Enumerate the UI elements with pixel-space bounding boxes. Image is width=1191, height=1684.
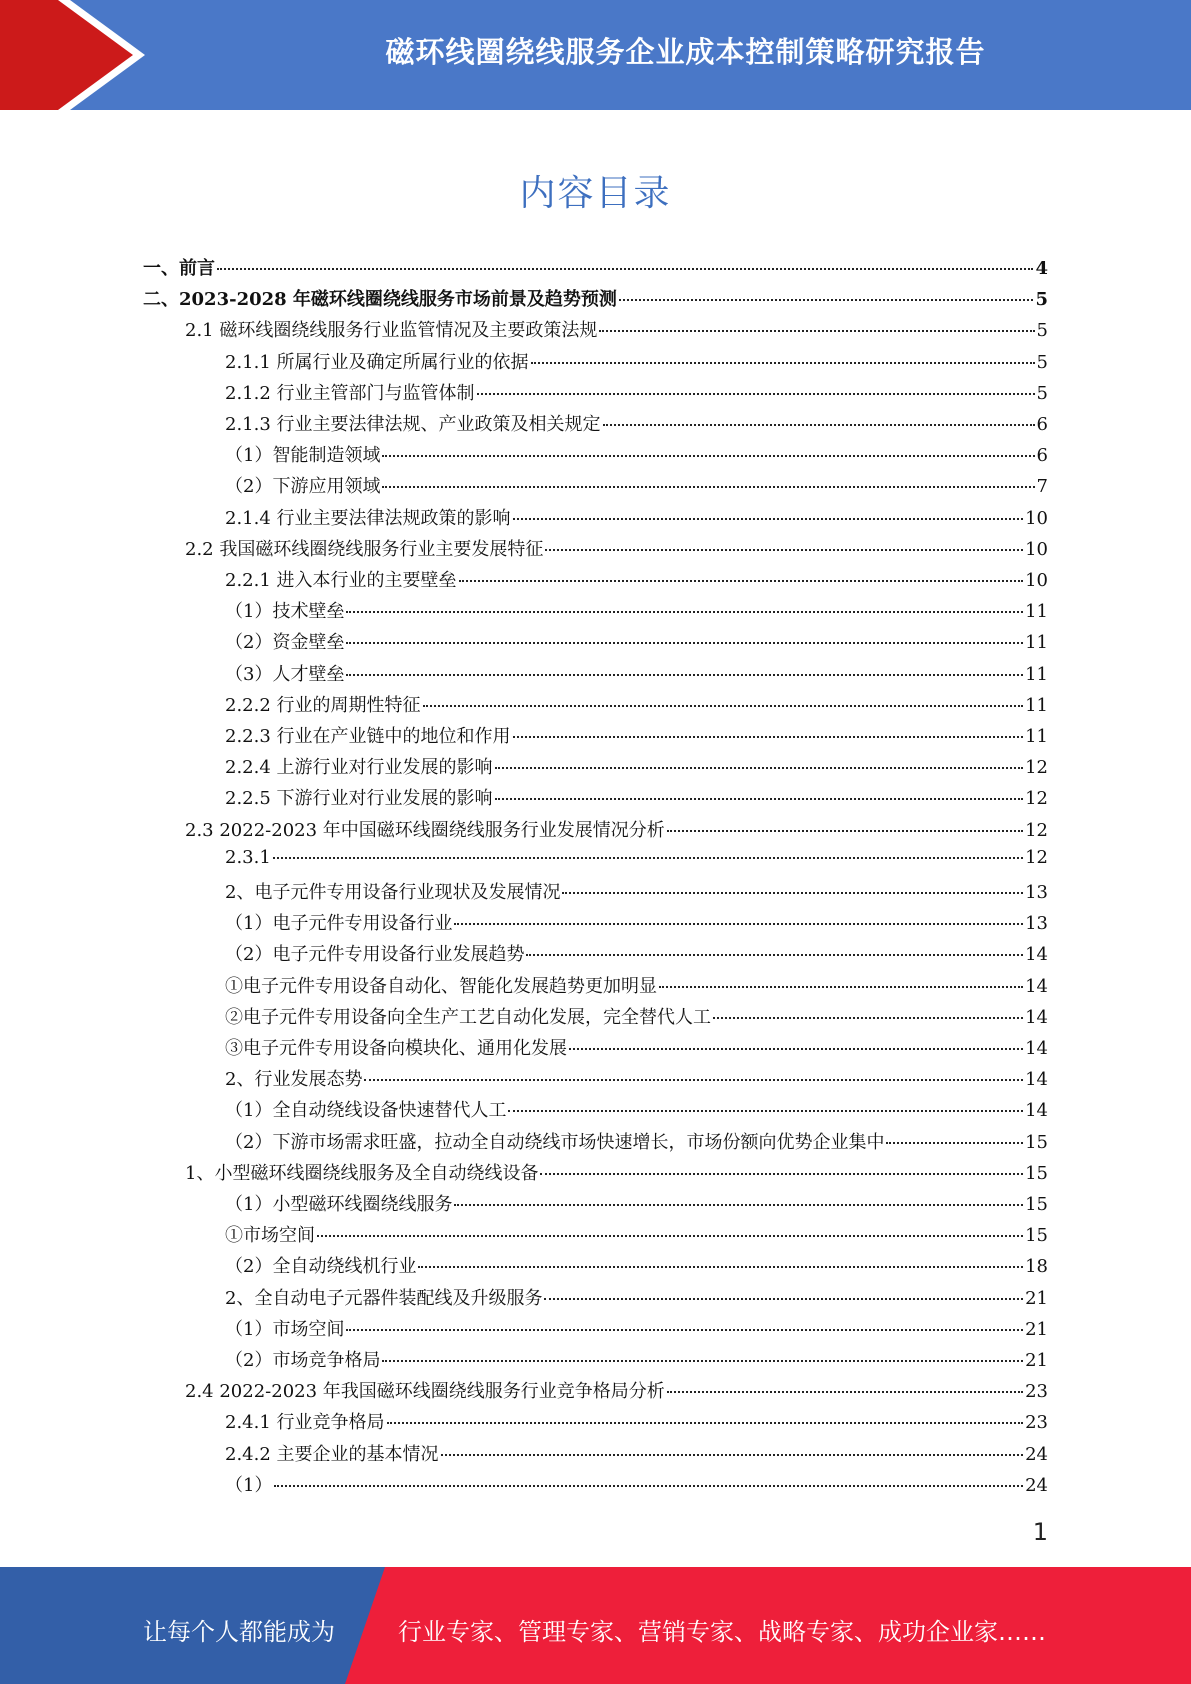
- toc-entry-label: （1）智能制造领域: [225, 445, 381, 467]
- toc-entry-page: 14: [1025, 975, 1048, 997]
- toc-dot-leader: [495, 767, 1024, 769]
- toc-entry-label: 2.2.4 上游行业对行业发展的影响: [225, 757, 493, 779]
- toc-entry-label: 2.1.2 行业主管部门与监管体制: [225, 382, 475, 404]
- toc-entry-page: 21: [1025, 1318, 1048, 1340]
- toc-entry-label: 2.4.1 行业竞争格局: [225, 1412, 385, 1434]
- toc-dot-leader: [364, 1079, 1023, 1081]
- toc-entry-label: ③电子元件专用设备向模块化、通用化发展: [225, 1038, 567, 1059]
- toc-dot-leader: [667, 830, 1023, 832]
- toc-entry-page: 4: [1035, 258, 1048, 279]
- toc-entry-label: （2）资金壁垒: [225, 632, 345, 654]
- page-number: 1: [1032, 1518, 1048, 1546]
- toc-entry-label: 2.1 磁环线圈绕线服务行业监管情况及主要政策法规: [185, 320, 598, 342]
- toc-entry-page: 5: [1036, 382, 1048, 404]
- toc-dot-leader: [317, 1235, 1023, 1237]
- toc-entry-page: 10: [1025, 507, 1048, 529]
- toc-dot-leader: [441, 1454, 1024, 1456]
- toc-entry-page: 14: [1025, 944, 1048, 966]
- toc-dot-leader: [346, 1329, 1023, 1331]
- toc-entry-page: 15: [1025, 1225, 1048, 1247]
- toc-dot-leader: [544, 1298, 1023, 1300]
- toc-entry-page: 6: [1036, 414, 1048, 435]
- toc-dot-leader: [667, 1391, 1023, 1393]
- toc-entry-page: 10: [1025, 570, 1048, 591]
- toc-entry-label: 2.2.3 行业在产业链中的地位和作用: [225, 726, 511, 747]
- toc-entry-page: 5: [1036, 351, 1048, 373]
- toc-dot-leader: [599, 330, 1034, 332]
- toc-dot-leader: [382, 486, 1034, 488]
- header-arrow-red-shape: [0, 0, 133, 110]
- toc-dot-leader: [526, 954, 1023, 956]
- toc-dot-leader: [477, 393, 1035, 395]
- toc-dot-leader: [459, 580, 1024, 582]
- toc-dot-leader: [603, 424, 1035, 426]
- toc-dot-leader: [508, 1110, 1023, 1112]
- toc-dot-leader: [382, 1360, 1023, 1362]
- toc-entry[interactable]: [143, 285, 1048, 316]
- toc-entry[interactable]: [225, 379, 1048, 410]
- toc-entry-label: ①电子元件专用设备自动化、智能化发展趋势更加明显: [225, 975, 657, 997]
- toc-entry-page: 14: [1025, 1100, 1048, 1122]
- toc-entry-label: 一、前言: [143, 258, 215, 279]
- toc-entry-page: 5: [1036, 320, 1048, 342]
- toc-entry-page: 21: [1025, 1287, 1048, 1309]
- toc-entry[interactable]: [143, 254, 1048, 285]
- toc-entry-label: 2.2.5 下游行业对行业发展的影响: [225, 788, 493, 810]
- toc-entry-label: （2）市场竞争格局: [225, 1350, 381, 1371]
- toc-entry[interactable]: [225, 1065, 1048, 1096]
- toc-entry-page: 14: [1025, 1006, 1048, 1028]
- toc-entry[interactable]: [225, 878, 1048, 909]
- toc-entry[interactable]: [225, 1284, 1048, 1315]
- toc-entry-label: ②电子元件专用设备向全生产工艺自动化发展，完全替代人工: [225, 1006, 711, 1028]
- toc-entry-label: 2.1.1 所属行业及确定所属行业的依据: [225, 351, 529, 373]
- toc-entry-label: （2）下游应用领域: [225, 476, 381, 498]
- toc-entry-page: 24: [1025, 1443, 1048, 1465]
- toc-entry[interactable]: [225, 1003, 1048, 1034]
- toc-dot-leader: [274, 1485, 1023, 1487]
- toc-dot-leader: [659, 986, 1023, 988]
- toc-entry[interactable]: [185, 316, 1048, 347]
- toc-entry-page: 23: [1025, 1381, 1048, 1403]
- toc-entry-page: 23: [1025, 1412, 1048, 1434]
- toc-entry-label: （1）技术壁垒: [225, 601, 345, 623]
- toc-entry-label: 2.1.3 行业主要法律法规、产业政策及相关规定: [225, 414, 601, 435]
- toc-dot-leader: [562, 892, 1023, 894]
- toc-entry-label: （2）电子元件专用设备行业发展趋势: [225, 944, 525, 966]
- toc-entry-label: 2、电子元件专用设备行业现状及发展情况: [225, 882, 561, 903]
- toc-entry[interactable]: [225, 722, 1048, 753]
- toc-entry-label: （1）市场空间: [225, 1318, 345, 1340]
- toc-dot-leader: [513, 518, 1024, 520]
- toc-entry[interactable]: [185, 816, 1048, 847]
- toc-entry-label: （3）人才壁垒: [225, 663, 345, 685]
- toc-entry[interactable]: [225, 1408, 1048, 1439]
- toc-entry[interactable]: [225, 1346, 1048, 1377]
- toc-entry[interactable]: [185, 1159, 1048, 1190]
- toc-entry-label: （1）: [225, 1474, 273, 1496]
- toc-entry[interactable]: [225, 940, 1048, 971]
- toc-dot-leader: [569, 1048, 1023, 1050]
- header-arrow-icon: [0, 0, 160, 110]
- toc-dot-leader: [346, 611, 1023, 613]
- toc-entry-label: 2、行业发展态势: [225, 1069, 363, 1091]
- toc-entry[interactable]: [225, 1096, 1048, 1127]
- toc-entry-label: 2.3 2022-2023 年中国磁环线圈绕线服务行业发展情况分析: [185, 819, 665, 841]
- toc-entry[interactable]: [225, 909, 1048, 940]
- toc-dot-leader: [713, 1017, 1023, 1019]
- toc-entry[interactable]: [225, 1315, 1048, 1346]
- toc-dot-leader: [346, 642, 1023, 644]
- toc-entry-label: 2.4.2 主要企业的基本情况: [225, 1443, 439, 1465]
- toc-entry[interactable]: [225, 691, 1048, 722]
- toc-entry-page: 12: [1025, 819, 1048, 841]
- toc-entry-page: 6: [1036, 445, 1048, 467]
- toc-entry-page: 11: [1025, 601, 1048, 623]
- toc-dot-leader: [273, 857, 1023, 859]
- toc-entry-label: （1）小型磁环线圈绕线服务: [225, 1194, 453, 1215]
- toc-entry-label: 2.1.4 行业主要法律法规政策的影响: [225, 507, 511, 529]
- toc-entry[interactable]: [225, 1440, 1048, 1471]
- footer-tagline: 行业专家、管理专家、营销专家、战略专家、成功企业家……: [398, 1618, 1046, 1646]
- toc-entry-label: 2.2 我国磁环线圈绕线服务行业主要发展特征: [185, 538, 544, 560]
- toc-entry-page: 14: [1025, 1038, 1048, 1059]
- toc-entry-page: 11: [1025, 663, 1048, 685]
- toc-dot-leader: [418, 1266, 1023, 1268]
- toc-entry[interactable]: [225, 628, 1048, 659]
- footer-slogan: 让每个人都能成为: [143, 1618, 335, 1646]
- toc-entry-page: 12: [1025, 757, 1048, 779]
- report-title: 磁环线圈绕线服务企业成本控制策略研究报告: [385, 35, 986, 69]
- toc-entry[interactable]: [225, 566, 1048, 597]
- toc-entry[interactable]: [225, 1190, 1048, 1221]
- toc-heading: 内容目录: [519, 173, 672, 214]
- toc-entry[interactable]: [225, 660, 1048, 691]
- toc-dot-leader: [545, 549, 1023, 551]
- toc-dot-leader: [346, 674, 1023, 676]
- toc-entry-page: 7: [1036, 476, 1048, 498]
- toc-entry-label: 二、2023-2028 年磁环线圈绕线服务市场前景及趋势预测: [143, 289, 617, 311]
- toc-dot-leader: [495, 798, 1024, 800]
- toc-entry[interactable]: [225, 972, 1048, 1003]
- toc-entry-page: 15: [1025, 1131, 1048, 1153]
- toc-entry-label: ①市场空间: [225, 1225, 315, 1247]
- toc-dot-leader: [513, 736, 1024, 738]
- toc-entry-page: 13: [1025, 913, 1048, 935]
- toc-dot-leader: [217, 268, 1033, 270]
- toc-entry[interactable]: [225, 1128, 1048, 1159]
- toc-entry[interactable]: [185, 535, 1048, 566]
- toc-entry[interactable]: [225, 441, 1048, 472]
- toc-entry-page: 15: [1025, 1162, 1048, 1184]
- toc-entry-page: 12: [1025, 846, 1048, 868]
- toc-entry[interactable]: [225, 784, 1048, 815]
- toc-entry-label: 2.2.2 行业的周期性特征: [225, 694, 421, 716]
- toc-entry-label: （2）全自动绕线机行业: [225, 1256, 417, 1278]
- toc-dot-leader: [619, 299, 1034, 301]
- toc-entry[interactable]: [225, 847, 1048, 878]
- toc-entry-label: 2.4 2022-2023 年我国磁环线圈绕线服务行业竞争格局分析: [185, 1381, 665, 1403]
- toc-dot-leader: [423, 705, 1024, 707]
- toc-entry-label: 2.2.1 进入本行业的主要壁垒: [225, 570, 457, 591]
- toc-entry-label: （2）下游市场需求旺盛，拉动全自动绕线市场快速增长，市场份额向优势企业集中: [225, 1131, 885, 1153]
- toc-entry-page: 13: [1025, 882, 1048, 903]
- toc-entry[interactable]: [225, 1252, 1048, 1283]
- toc-entry[interactable]: [225, 472, 1048, 503]
- toc-entry[interactable]: [225, 348, 1048, 379]
- toc-dot-leader: [454, 923, 1023, 925]
- toc-entry[interactable]: [185, 1377, 1048, 1408]
- toc-entry[interactable]: [225, 1471, 1048, 1502]
- toc-entry[interactable]: [225, 1221, 1048, 1252]
- toc-entry[interactable]: [225, 410, 1048, 441]
- toc-dot-leader: [886, 1142, 1023, 1144]
- toc-entry-page: 10: [1025, 538, 1048, 560]
- toc-entry-page: 24: [1025, 1474, 1048, 1496]
- toc-entry[interactable]: [225, 1034, 1048, 1065]
- toc-entry-page: 11: [1025, 694, 1048, 716]
- toc-entry-page: 15: [1025, 1194, 1048, 1215]
- toc-entry-label: 1、小型磁环线圈绕线服务及全自动绕线设备: [185, 1162, 539, 1184]
- toc-dot-leader: [540, 1173, 1023, 1175]
- toc-entry-page: 14: [1025, 1069, 1048, 1091]
- toc-entry-label: 2.3.1: [225, 846, 271, 868]
- toc-entry-label: （1）全自动绕线设备快速替代人工: [225, 1100, 507, 1122]
- toc-entry[interactable]: [225, 753, 1048, 784]
- toc-entry[interactable]: [225, 597, 1048, 628]
- toc-entry-page: 5: [1035, 289, 1048, 311]
- toc-dot-leader: [382, 455, 1034, 457]
- toc-entry-page: 12: [1025, 788, 1048, 810]
- toc-entry-page: 21: [1025, 1350, 1048, 1371]
- toc-entry-label: 2、全自动电子元器件装配线及升级服务: [225, 1287, 543, 1309]
- toc-entry-label: （1）电子元件专用设备行业: [225, 913, 453, 935]
- toc-dot-leader: [387, 1422, 1024, 1424]
- toc-dot-leader: [454, 1204, 1023, 1206]
- toc-entry-page: 18: [1025, 1256, 1048, 1278]
- toc-entry[interactable]: [225, 504, 1048, 535]
- toc-entry-page: 11: [1025, 632, 1048, 654]
- toc-entry-page: 11: [1025, 726, 1048, 747]
- toc-dot-leader: [531, 362, 1035, 364]
